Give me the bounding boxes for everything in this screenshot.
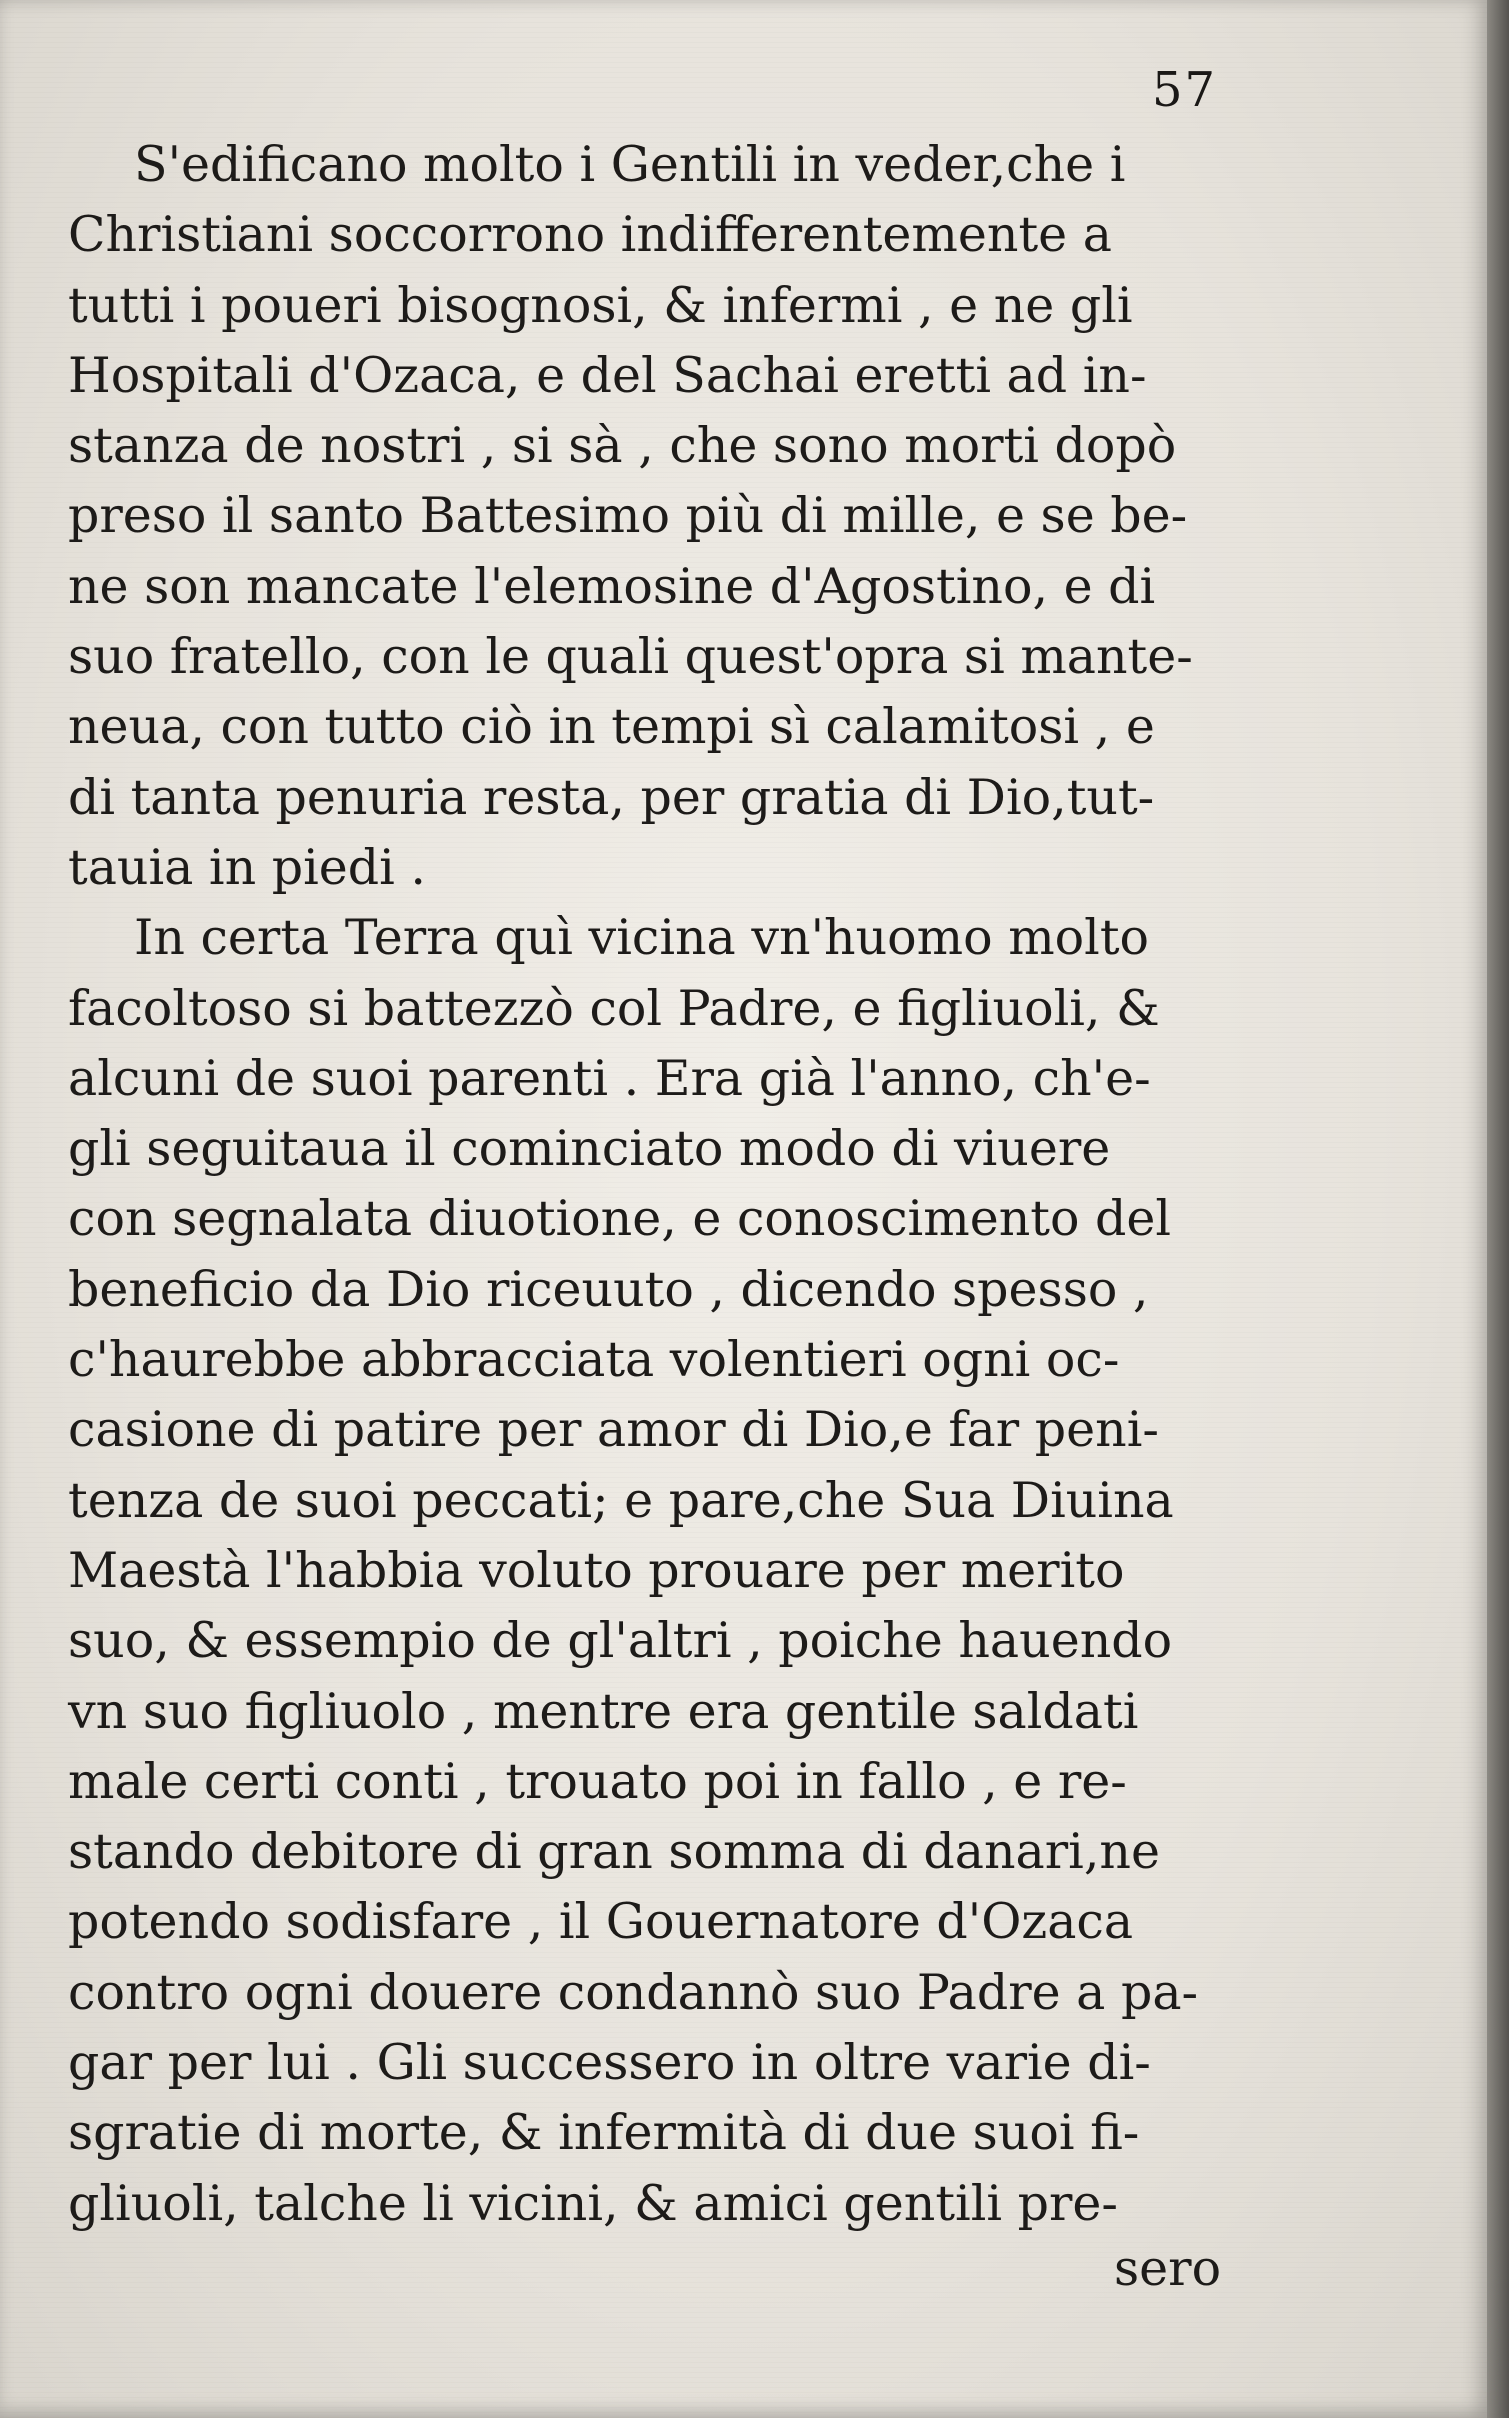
text-line: tauia in piedi . [68,838,426,896]
book-edge-shadow [1487,0,1509,2418]
text-line: beneficio da Dio riceuuto , dicendo spesso , [68,1260,1149,1318]
text-line: Hospitali d'Ozaca, e del Sachai eretti ad in- [68,346,1147,404]
text-line: preso il santo Battesimo più di mille, e se be- [68,487,1188,545]
text-line: male certi conti , trouato poi in fallo , e re- [68,1752,1127,1810]
text-line: Maestà l'habbia voluto prouare per merito [68,1541,1125,1599]
text-line: gli seguitaua il cominciato modo di viuere [68,1120,1111,1178]
text-line: con segnalata diuotione, e conoscimento del [68,1190,1172,1248]
text-line: potendo sodisfare , il Gouernatore d'Ozaca [68,1893,1134,1951]
text-line: di tanta penuria resta, per gratia di Dio,tut- [68,768,1155,826]
text-line: contro ogni douere condannò suo Padre a pa- [68,1963,1199,2021]
text-line: stanza de nostri , si sà , che sono morti dopò [68,417,1177,475]
body-text [68,130,1308,2239]
text-line: tenza de suoi peccati; e pare,che Sua Diuina [68,1471,1174,1529]
text-line: c'haurebbe abbracciata volentieri ogni oc- [68,1331,1120,1389]
text-line: facoltoso si battezzò col Padre, e figliuoli, & [68,979,1160,1037]
text-line: neua, con tutto ciò in tempi sì calamitosi , e [68,698,1155,756]
text-line: sgratie di morte, & infermità di due suoi fi- [68,2104,1140,2162]
catchword: sero [1114,2240,1222,2297]
text-line: In certa Terra quì vicina vn'huomo molto [134,909,1150,967]
text-line: Christiani soccorrono indifferentemente a [68,206,1112,264]
text-line: vn suo figliuolo , mentre era gentile saldati [68,1682,1139,1740]
text-line: suo, & essempio de gl'altri , poiche hauendo [68,1612,1173,1670]
text-line: tutti i poueri bisognosi, & infermi , e ne gli [68,276,1133,334]
text-line: gliuoli, talche li vicini, & amici gentili pre- [68,2174,1118,2232]
page-number: 57 [1152,62,1218,118]
text-line: ne son mancate l'elemosine d'Agostino, e di [68,557,1156,615]
text-line: S'edificano molto i Gentili in veder,che i [134,136,1126,193]
text-line: suo fratello, con le quali quest'opra si mante- [68,628,1193,686]
text-line: alcuni de suoi parenti . Era già l'anno, ch'e- [68,1049,1151,1107]
text-line: casione di patire per amor di Dio,e far peni- [68,1401,1159,1459]
text-line: stando debitore di gran somma di danari,ne [68,1823,1160,1881]
text-line: gar per lui . Gli successero in oltre varie di- [68,2034,1151,2092]
